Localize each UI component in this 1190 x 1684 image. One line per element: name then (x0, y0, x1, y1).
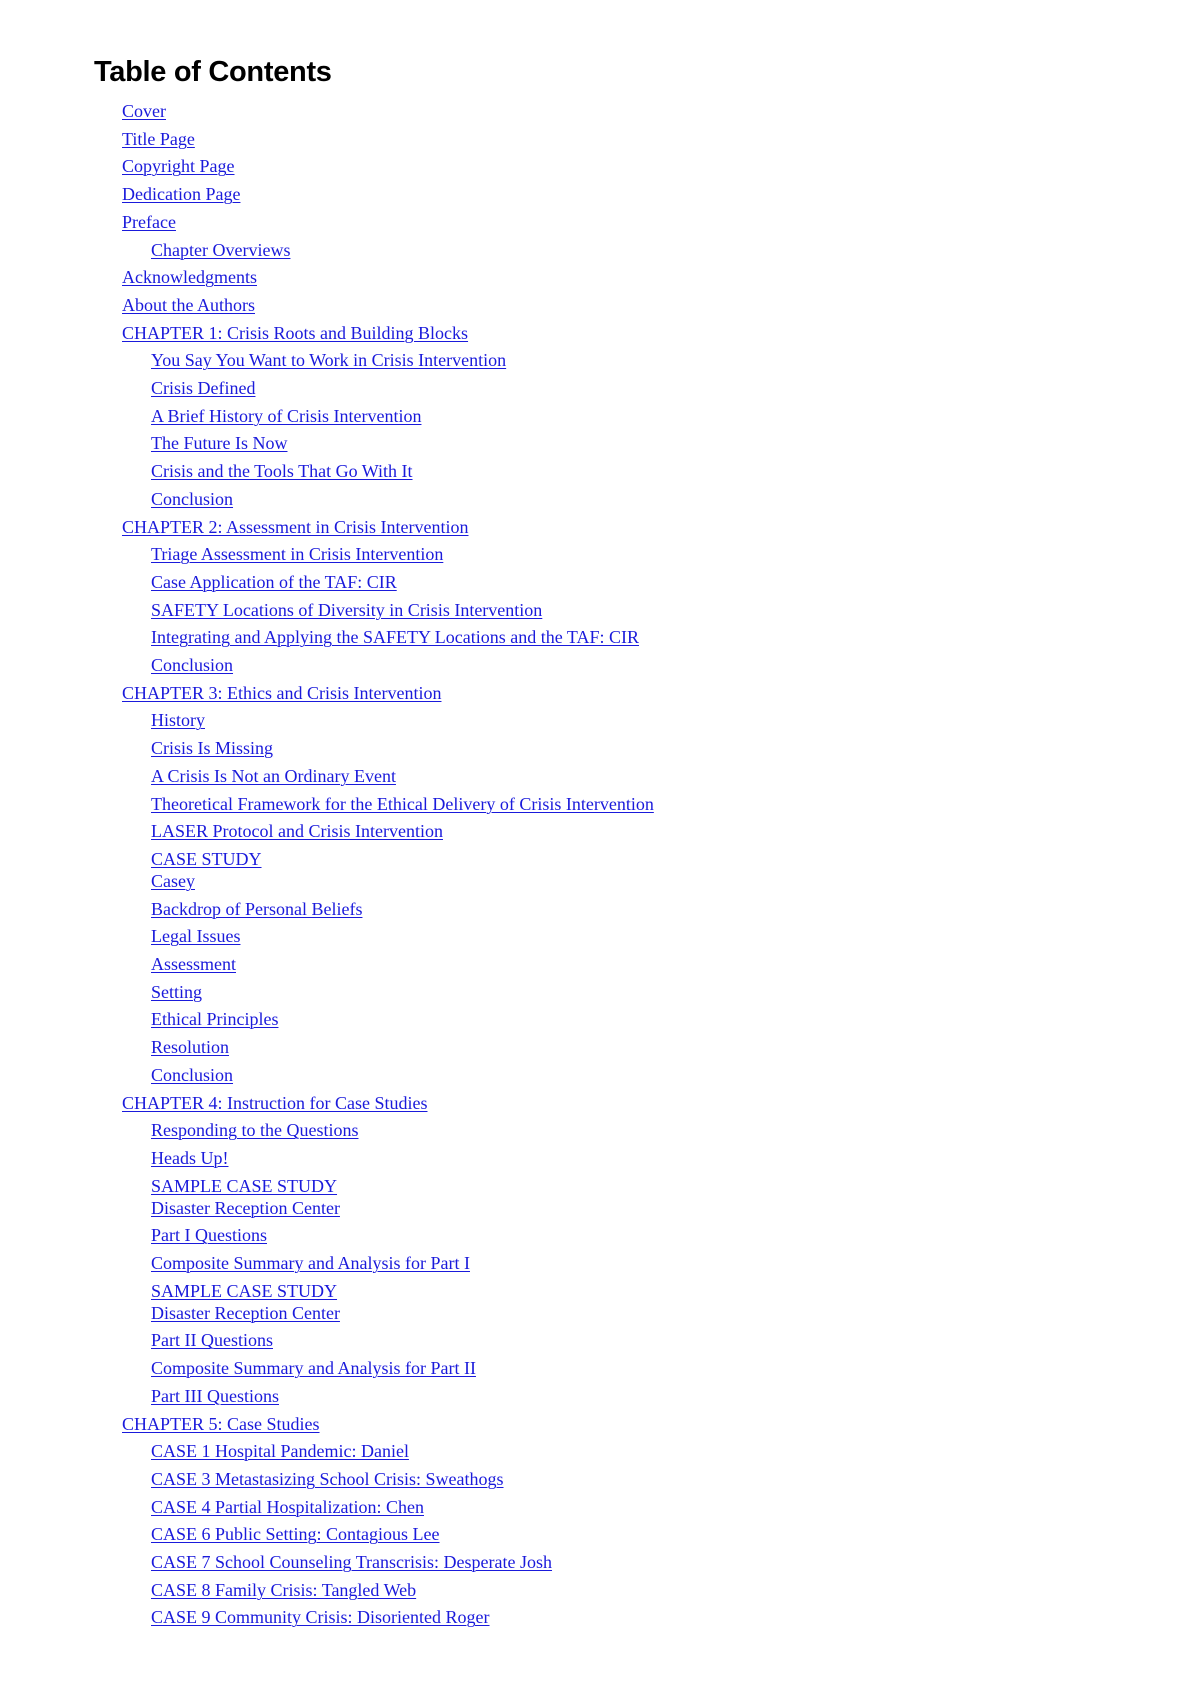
toc-entry (122, 1092, 427, 1114)
toc-link-text: CASE 6 Public Setting: Contagious Lee (151, 1524, 440, 1545)
toc-entry (122, 155, 235, 177)
toc-link-subsection[interactable] (151, 1551, 552, 1573)
toc-entry (151, 793, 654, 815)
toc-link-text: CHAPTER 1: Crisis Roots and Building Blocks (122, 322, 469, 343)
toc-link-subsection[interactable] (151, 571, 397, 593)
toc-link-subsection[interactable] (151, 405, 421, 427)
toc-link-subsection[interactable] (151, 1523, 440, 1545)
toc-entry (151, 1224, 267, 1246)
toc-link-subsection[interactable] (151, 1606, 490, 1628)
toc-entry (151, 709, 205, 731)
toc-link-text: Responding to the Questions (151, 1120, 359, 1141)
toc-link-subsection[interactable] (151, 1440, 409, 1462)
toc-link-text: Part III Questions (151, 1385, 279, 1406)
toc-entry (151, 925, 240, 947)
toc-link-subsection[interactable] (151, 654, 233, 676)
toc-link-text: CASE 7 School Counseling Transcrisis: Desperate Josh (151, 1552, 553, 1572)
toc-entry (151, 432, 287, 454)
toc-link-subsection[interactable] (151, 1119, 359, 1141)
toc-entry (122, 682, 441, 704)
toc-entry (151, 1147, 228, 1169)
toc-entry (151, 737, 273, 759)
toc-entry (151, 239, 290, 261)
toc-link-subsection[interactable] (151, 1224, 267, 1246)
toc-link-text: About the Authors (122, 294, 255, 315)
toc-link-subsection[interactable] (151, 1468, 504, 1490)
toc-link-subsection[interactable] (151, 1280, 340, 1324)
toc-entry (151, 1329, 273, 1351)
toc-entry (151, 1175, 340, 1219)
toc-entry (151, 1523, 440, 1545)
toc-link-text: Cover (122, 101, 166, 121)
toc-entry (122, 516, 469, 538)
toc-link-section[interactable] (122, 1413, 320, 1435)
toc-link-text: CHAPTER 5: Case Studies (122, 1413, 320, 1434)
toc-link-text: Crisis Is Missing (151, 738, 274, 759)
toc-link-text: CASE 9 Community Crisis: Disoriented Roger (151, 1607, 490, 1628)
toc-link-subsection[interactable] (151, 239, 290, 261)
toc-entry (151, 1036, 229, 1058)
toc-link-text: CHAPTER 4: Instruction for Case Studies (122, 1092, 428, 1113)
toc-link-section[interactable] (122, 211, 176, 233)
toc-link-section[interactable] (122, 128, 195, 150)
toc-link-subsection[interactable] (151, 925, 240, 947)
toc-link-text: CASE 1 Hospital Pandemic: Daniel (151, 1441, 409, 1462)
toc-link-subsection[interactable] (151, 349, 506, 371)
toc-entry (151, 1385, 279, 1407)
toc-link-subsection[interactable] (151, 460, 413, 482)
toc-link-section[interactable] (122, 100, 166, 122)
toc-link-subsection[interactable] (151, 848, 262, 892)
toc-link-text: History (151, 710, 205, 731)
toc-link-text: Assessment (151, 954, 236, 974)
toc-link-text: Disaster Reception Center (151, 1197, 340, 1218)
toc-link-text: CASE 3 Metastasizing School Crisis: Sweathogs (151, 1468, 504, 1489)
toc-link-text: You Say You Want to Work in Crisis Intervention (151, 350, 507, 371)
toc-entry (151, 848, 262, 892)
toc-entry (151, 1440, 409, 1462)
toc-entry (151, 953, 236, 975)
toc-entry (151, 1357, 476, 1379)
toc-link-text: Composite Summary and Analysis for Part I (151, 1253, 470, 1273)
toc-link-text: Crisis Defined (151, 378, 256, 398)
toc-entry (151, 488, 233, 510)
toc-link-text: The Future Is Now (151, 433, 288, 454)
toc-entry (151, 898, 362, 920)
toc-entry (151, 765, 396, 787)
toc-link-subsection[interactable] (151, 1357, 476, 1379)
toc-entry (151, 981, 202, 1003)
toc-link-subsection[interactable] (151, 488, 233, 510)
toc-link-subsection[interactable] (151, 1252, 470, 1274)
page-title: Table of Contents (94, 56, 332, 88)
toc-link-section[interactable] (122, 294, 255, 316)
toc-entry (151, 1280, 340, 1324)
toc-entry (151, 820, 443, 842)
toc-link-section[interactable] (122, 155, 235, 177)
toc-entry (151, 1064, 233, 1086)
toc-link-text: Legal Issues (151, 926, 241, 947)
toc-entry (122, 183, 240, 205)
toc-link-text: Backdrop of Personal Beliefs (151, 898, 363, 919)
toc-entry (122, 128, 195, 150)
toc-entry (151, 1252, 470, 1274)
toc-link-text: Part I Questions (151, 1225, 267, 1246)
toc-link-subsection[interactable] (151, 599, 542, 621)
toc-link-text: CASE 4 Partial Hospitalization: Chen (151, 1496, 424, 1517)
toc-entry (122, 294, 255, 316)
toc-link-text: SAFETY Locations of Diversity in Crisis Intervention (151, 599, 543, 620)
toc-link-text: Title Page (122, 128, 195, 149)
toc-entry (151, 1119, 359, 1141)
toc-entry (151, 1008, 278, 1030)
toc-entry (151, 654, 233, 676)
toc-link-text: Integrating and Applying the SAFETY Locations and the TAF: CIR (151, 627, 640, 648)
toc-link-text: Theoretical Framework for the Ethical Delivery of Crisis Intervention (151, 793, 654, 814)
toc-entry (151, 543, 443, 565)
toc-link-text: Composite Summary and Analysis for Part II (151, 1358, 476, 1379)
toc-link-subsection[interactable] (151, 709, 205, 731)
toc-entry (151, 349, 506, 371)
toc-link-text: Casey (151, 870, 195, 891)
toc-link-text: SAMPLE CASE STUDY (151, 1280, 338, 1301)
toc-link-section[interactable] (122, 1092, 427, 1114)
toc-link-subsection[interactable] (151, 793, 654, 815)
toc-link-text: Triage Assessment in Crisis Intervention (151, 544, 444, 565)
toc-link-text: Chapter Overviews (151, 239, 291, 260)
toc-link-subsection[interactable] (151, 981, 202, 1003)
toc-link-subsection[interactable] (151, 953, 236, 975)
toc-link-text: Disaster Reception Center (151, 1302, 340, 1323)
toc-entry (151, 405, 421, 427)
toc-link-text: A Crisis Is Not an Ordinary Event (151, 765, 396, 786)
toc-link-subsection[interactable] (151, 765, 396, 787)
toc-entry (122, 266, 257, 288)
toc-link-text: CASE STUDY (151, 848, 262, 869)
toc-link-text: Copyright Page (122, 156, 235, 177)
toc-entry (151, 377, 255, 399)
toc-link-text: CHAPTER 3: Ethics and Crisis Intervention (122, 682, 442, 703)
toc-link-subsection[interactable] (151, 1064, 233, 1086)
toc-entry (151, 1579, 416, 1601)
toc-link-text: Part II Questions (151, 1330, 273, 1351)
toc-entry (122, 322, 468, 344)
toc-entry (151, 460, 413, 482)
toc-link-subsection[interactable] (151, 820, 443, 842)
toc-link-subsection[interactable] (151, 626, 639, 648)
toc-link-text: Conclusion (151, 1064, 234, 1085)
toc-link-subsection[interactable] (151, 432, 287, 454)
toc-link-subsection[interactable] (151, 1329, 273, 1351)
toc-link-text: Ethical Principles (151, 1009, 279, 1030)
toc-link-text: SAMPLE CASE STUDY (151, 1175, 338, 1196)
toc-link-text: Preface (122, 211, 176, 232)
toc-link-subsection[interactable] (151, 1147, 228, 1169)
toc-link-text: Acknowledgments (122, 267, 257, 288)
toc-entry (122, 211, 176, 233)
toc-link-text: Case Application of the TAF: CIR (151, 571, 397, 592)
toc-link-section[interactable] (122, 266, 257, 288)
toc-link-subsection[interactable] (151, 1496, 424, 1518)
toc-link-subsection[interactable] (151, 1175, 340, 1219)
toc-link-text: LASER Protocol and Crisis Intervention (151, 821, 443, 842)
toc-link-section[interactable] (122, 682, 441, 704)
toc-entry (151, 626, 639, 648)
toc-entry (122, 100, 166, 122)
toc-link-section[interactable] (122, 516, 469, 538)
toc-link-subsection[interactable] (151, 1036, 229, 1058)
toc-link-subsection[interactable] (151, 737, 273, 759)
toc-link-subsection[interactable] (151, 898, 362, 920)
toc-link-text: Dedication Page (122, 184, 241, 205)
toc-entry (151, 1468, 504, 1490)
toc-link-subsection[interactable] (151, 1579, 416, 1601)
toc-entry (122, 1413, 320, 1435)
toc-link-text: Crisis and the Tools That Go With It (151, 461, 413, 482)
toc-link-text: Setting (151, 981, 203, 1002)
toc-entry (151, 571, 397, 593)
toc-link-subsection[interactable] (151, 1008, 278, 1030)
toc-link-section[interactable] (122, 322, 468, 344)
toc-link-subsection[interactable] (151, 377, 255, 399)
toc-entry (151, 1551, 552, 1573)
toc-link-text: Heads Up! (151, 1147, 229, 1168)
toc-link-section[interactable] (122, 183, 240, 205)
toc-entry (151, 1496, 424, 1518)
toc-link-text: Resolution (151, 1037, 230, 1058)
toc-link-subsection[interactable] (151, 1385, 279, 1407)
toc-link-text: A Brief History of Crisis Intervention (151, 405, 422, 426)
toc-link-text: CHAPTER 2: Assessment in Crisis Intervention (122, 516, 469, 537)
toc-link-subsection[interactable] (151, 543, 443, 565)
toc-link-text: Conclusion (151, 488, 234, 509)
toc-link-text: CASE 8 Family Crisis: Tangled Web (151, 1579, 417, 1600)
toc-entry (151, 599, 542, 621)
toc-link-text: Conclusion (151, 655, 234, 675)
toc-entry (151, 1606, 490, 1628)
